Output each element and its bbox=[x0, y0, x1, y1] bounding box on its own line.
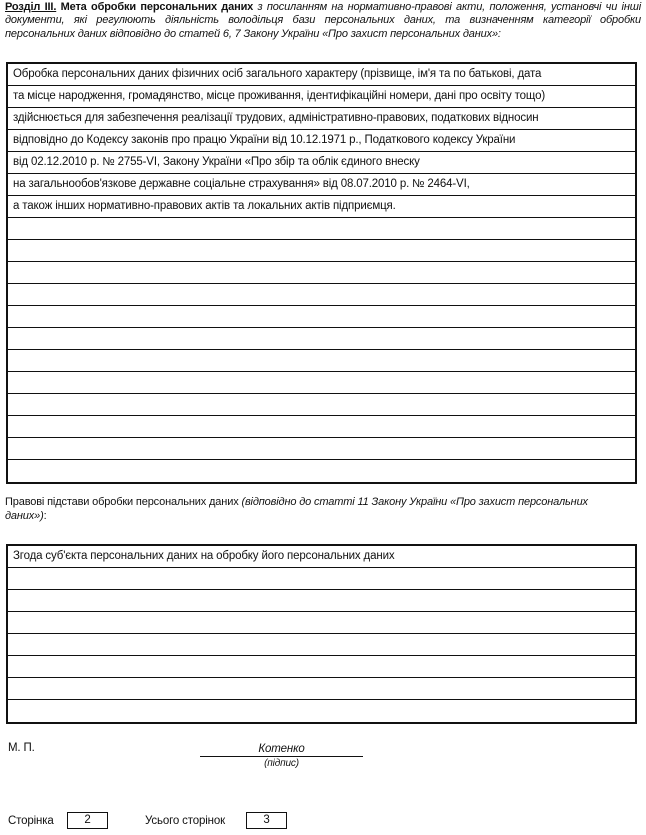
table-row-empty bbox=[8, 262, 635, 284]
page-footer bbox=[0, 810, 646, 835]
table-row-empty bbox=[8, 678, 635, 700]
table-row-empty bbox=[8, 350, 635, 372]
signature-block bbox=[200, 743, 363, 769]
legal-basis-reference: (відповідно до статті 11 Закону України «Про захист персональних даних») bbox=[5, 496, 588, 522]
table-row: Обробка персональних даних фізичних осіб загального характеру (прізвище, ім'я та по батькові, дата bbox=[8, 64, 635, 86]
legal-basis-label bbox=[5, 496, 632, 523]
table-row-empty bbox=[8, 590, 635, 612]
table-row-empty bbox=[8, 656, 635, 678]
legal-basis-colon: : bbox=[43, 509, 47, 522]
table-row-empty bbox=[8, 306, 635, 328]
table-row-empty bbox=[8, 634, 635, 656]
signature-name: Котенко bbox=[200, 743, 363, 757]
table-row: від 02.12.2010 р. № 2755-VI, Закону України «Про збір та облік єдиного внеску bbox=[8, 152, 635, 174]
section-title: Мета обробки персональних даних bbox=[60, 1, 254, 13]
page-number-box: 2 bbox=[67, 812, 108, 829]
table-row-empty bbox=[8, 700, 635, 722]
table-row-empty bbox=[8, 328, 635, 350]
table-row-empty bbox=[8, 284, 635, 306]
seal-label: М. П. bbox=[8, 742, 35, 754]
section-header bbox=[5, 1, 641, 41]
table-row: на загальнообов'язкове державне соціальне страхування» від 08.07.2010 р. № 2464-VI, bbox=[8, 174, 635, 196]
legal-basis-text: Правові підстави обробки персональних даних bbox=[5, 496, 242, 508]
table-row-empty bbox=[8, 240, 635, 262]
purpose-table bbox=[6, 62, 637, 484]
page-label: Сторінка bbox=[8, 815, 54, 827]
total-pages-box: 3 bbox=[246, 812, 287, 829]
table-row-empty bbox=[8, 460, 635, 482]
table-row-empty bbox=[8, 612, 635, 634]
table-row-empty bbox=[8, 438, 635, 460]
table-row-empty bbox=[8, 394, 635, 416]
table-row-empty bbox=[8, 416, 635, 438]
section-label: Розділ III. bbox=[5, 1, 57, 13]
section-intro: з посиланням на нормативно-правові акти, положення, установчі чи інші документи, які регулюють діяльність володільця бази персональних даних, та визначенням категорії обробки персональних даних відповідно до статей 6, 7 Закону України «Про захист персональних даних»: bbox=[5, 1, 642, 40]
table-row: здійснюється для забезпечення реалізації трудових, адміністративно-правових, податкових відносин bbox=[8, 108, 635, 130]
table-row: а також інших нормативно-правових актів та локальних актів підприємця. bbox=[8, 196, 635, 218]
basis-table bbox=[6, 544, 637, 724]
table-row-empty bbox=[8, 568, 635, 590]
table-row: Згода суб'єкта персональних даних на обробку його персональних даних bbox=[8, 546, 635, 568]
table-row-empty bbox=[8, 372, 635, 394]
table-row: відповідно до Кодексу законів про працю України від 10.12.1971 р., Податкового кодексу України bbox=[8, 130, 635, 152]
signature-caption: (підпис) bbox=[264, 758, 299, 769]
table-row: та місце народження, громадянство, місце проживання, ідентифікаційні номери, дані про освіту тощо) bbox=[8, 86, 635, 108]
total-pages-label: Усього сторінок bbox=[145, 815, 225, 827]
table-row-empty bbox=[8, 218, 635, 240]
